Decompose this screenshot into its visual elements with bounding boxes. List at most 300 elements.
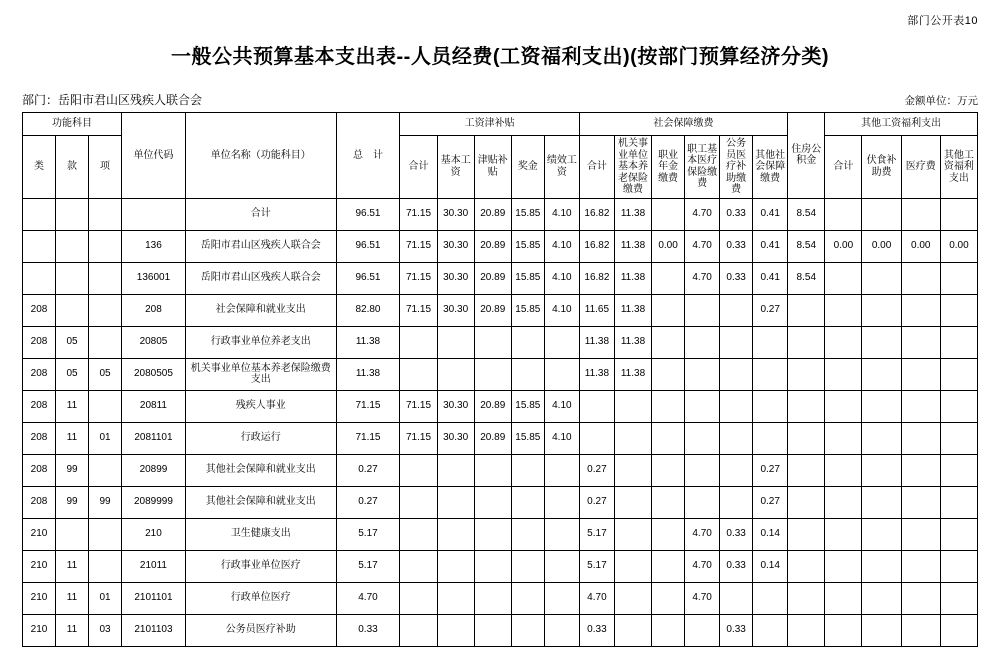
cell-pension bbox=[614, 614, 651, 646]
cell-social-total bbox=[579, 422, 614, 454]
cell-other-social bbox=[753, 582, 788, 614]
cell-welfare-subsidy: 0.00 bbox=[862, 230, 901, 262]
cell-allowance bbox=[474, 518, 511, 550]
cell-total: 71.15 bbox=[336, 390, 400, 422]
cell-other-total bbox=[825, 518, 862, 550]
header-row-1 bbox=[23, 113, 978, 136]
cell-unit-code: 210 bbox=[122, 518, 186, 550]
cell-medical-fee bbox=[901, 614, 940, 646]
cell-other-welfare bbox=[940, 390, 977, 422]
cell-salary-total: 71.15 bbox=[400, 198, 437, 230]
cell-xiang bbox=[89, 550, 122, 582]
cell-social-total: 11.38 bbox=[579, 358, 614, 390]
cell-total: 82.80 bbox=[336, 294, 400, 326]
cell-unit-name: 行政事业单位养老支出 bbox=[185, 326, 336, 358]
cell-medical-fee bbox=[901, 262, 940, 294]
cell-total: 11.38 bbox=[336, 326, 400, 358]
cell-allowance: 20.89 bbox=[474, 198, 511, 230]
header-unit-code: 单位代码 bbox=[122, 113, 186, 199]
cell-bonus bbox=[511, 486, 544, 518]
cell-basic-salary bbox=[437, 518, 474, 550]
cell-salary-total: 71.15 bbox=[400, 262, 437, 294]
cell-bonus: 15.85 bbox=[511, 198, 544, 230]
header-group-other: 其他工资福利支出 bbox=[825, 113, 978, 136]
cell-other-welfare: 0.00 bbox=[940, 230, 977, 262]
cell-kuan bbox=[56, 518, 89, 550]
cell-allowance: 20.89 bbox=[474, 390, 511, 422]
cell-salary-total: 71.15 bbox=[400, 230, 437, 262]
cell-total: 4.70 bbox=[336, 582, 400, 614]
cell-unit-name: 机关事业单位基本养老保险缴费支出 bbox=[185, 358, 336, 390]
cell-bonus: 15.85 bbox=[511, 294, 544, 326]
cell-xiang bbox=[89, 390, 122, 422]
cell-pension: 11.38 bbox=[614, 294, 651, 326]
cell-other-total bbox=[825, 614, 862, 646]
table-row bbox=[23, 294, 978, 326]
cell-other-social: 0.27 bbox=[753, 294, 788, 326]
cell-unit-code: 136 bbox=[122, 230, 186, 262]
cell-total: 0.33 bbox=[336, 614, 400, 646]
cell-performance bbox=[544, 326, 579, 358]
header-other-total: 合计 bbox=[825, 136, 862, 199]
cell-kuan: 11 bbox=[56, 614, 89, 646]
header-civil-medical: 公务员医疗补助缴费 bbox=[720, 136, 753, 199]
cell-other-social: 0.14 bbox=[753, 518, 788, 550]
cell-bonus bbox=[511, 582, 544, 614]
table-row bbox=[23, 518, 978, 550]
cell-welfare-subsidy bbox=[862, 294, 901, 326]
cell-xiang bbox=[89, 294, 122, 326]
cell-performance bbox=[544, 486, 579, 518]
header-medical-basic: 职工基本医疗保险缴费 bbox=[685, 136, 720, 199]
cell-total: 0.27 bbox=[336, 454, 400, 486]
cell-total: 96.51 bbox=[336, 230, 400, 262]
cell-xiang bbox=[89, 518, 122, 550]
cell-cls: 210 bbox=[23, 582, 56, 614]
cell-occupational bbox=[652, 358, 685, 390]
cell-allowance bbox=[474, 614, 511, 646]
header-other-welfare: 其他工资福利支出 bbox=[940, 136, 977, 199]
cell-basic-salary bbox=[437, 486, 474, 518]
table-row bbox=[23, 582, 978, 614]
header-welfare-subsidy: 伏食补助费 bbox=[862, 136, 901, 199]
cell-unit-code bbox=[122, 198, 186, 230]
header-group-social: 社会保障缴费 bbox=[579, 113, 787, 136]
cell-welfare-subsidy bbox=[862, 262, 901, 294]
cell-bonus bbox=[511, 454, 544, 486]
cell-pension: 11.38 bbox=[614, 262, 651, 294]
cell-other-welfare bbox=[940, 614, 977, 646]
cell-xiang bbox=[89, 230, 122, 262]
cell-kuan: 05 bbox=[56, 358, 89, 390]
cell-pension bbox=[614, 582, 651, 614]
cell-medical-fee bbox=[901, 486, 940, 518]
cell-welfare-subsidy bbox=[862, 518, 901, 550]
cell-occupational bbox=[652, 582, 685, 614]
cell-other-social bbox=[753, 422, 788, 454]
cell-social-total: 11.65 bbox=[579, 294, 614, 326]
cell-welfare-subsidy bbox=[862, 454, 901, 486]
cell-social-total: 16.82 bbox=[579, 262, 614, 294]
cell-civil-medical: 0.33 bbox=[720, 518, 753, 550]
cell-other-welfare bbox=[940, 422, 977, 454]
cell-housing bbox=[788, 326, 825, 358]
cell-civil-medical bbox=[720, 294, 753, 326]
cell-basic-salary: 30.30 bbox=[437, 262, 474, 294]
cell-allowance bbox=[474, 486, 511, 518]
header-unit-name: 单位名称（功能科目） bbox=[185, 113, 336, 199]
table-row bbox=[23, 550, 978, 582]
cell-pension bbox=[614, 550, 651, 582]
cell-other-total bbox=[825, 294, 862, 326]
header-bonus: 奖金 bbox=[511, 136, 544, 199]
cell-basic-salary bbox=[437, 550, 474, 582]
cell-unit-name: 岳阳市君山区残疾人联合会 bbox=[185, 262, 336, 294]
department-label: 部门：岳阳市君山区残疾人联合会 bbox=[22, 93, 203, 107]
cell-civil-medical bbox=[720, 390, 753, 422]
cell-salary-total bbox=[400, 550, 437, 582]
cell-salary-total: 71.15 bbox=[400, 390, 437, 422]
cell-medical-basic bbox=[685, 486, 720, 518]
cell-performance bbox=[544, 582, 579, 614]
cell-housing bbox=[788, 358, 825, 390]
cell-pension bbox=[614, 486, 651, 518]
header-group-salary: 工资津补贴 bbox=[400, 113, 579, 136]
header-performance: 绩效工资 bbox=[544, 136, 579, 199]
cell-welfare-subsidy bbox=[862, 550, 901, 582]
cell-unit-name: 其他社会保障和就业支出 bbox=[185, 454, 336, 486]
cell-other-social bbox=[753, 614, 788, 646]
cell-other-welfare bbox=[940, 262, 977, 294]
cell-cls: 208 bbox=[23, 358, 56, 390]
cell-performance: 4.10 bbox=[544, 198, 579, 230]
cell-xiang: 01 bbox=[89, 422, 122, 454]
cell-cls: 208 bbox=[23, 454, 56, 486]
cell-performance bbox=[544, 454, 579, 486]
header-group-housing: 住房公积金 bbox=[788, 113, 825, 199]
cell-pension bbox=[614, 390, 651, 422]
cell-social-total: 11.38 bbox=[579, 326, 614, 358]
cell-other-welfare bbox=[940, 198, 977, 230]
cell-allowance bbox=[474, 326, 511, 358]
cell-unit-code: 2101103 bbox=[122, 614, 186, 646]
cell-basic-salary: 30.30 bbox=[437, 390, 474, 422]
cell-civil-medical: 0.33 bbox=[720, 614, 753, 646]
cell-unit-code: 20899 bbox=[122, 454, 186, 486]
cell-allowance bbox=[474, 582, 511, 614]
cell-xiang: 05 bbox=[89, 358, 122, 390]
cell-other-social: 0.14 bbox=[753, 550, 788, 582]
cell-welfare-subsidy bbox=[862, 390, 901, 422]
cell-unit-name: 行政运行 bbox=[185, 422, 336, 454]
cell-social-total: 5.17 bbox=[579, 518, 614, 550]
cell-housing bbox=[788, 486, 825, 518]
header-occupational: 职业年金缴费 bbox=[652, 136, 685, 199]
cell-medical-basic bbox=[685, 326, 720, 358]
cell-basic-salary bbox=[437, 454, 474, 486]
cell-other-welfare bbox=[940, 518, 977, 550]
cell-pension: 11.38 bbox=[614, 358, 651, 390]
cell-performance: 4.10 bbox=[544, 262, 579, 294]
cell-medical-fee bbox=[901, 358, 940, 390]
cell-other-total bbox=[825, 582, 862, 614]
cell-other-welfare bbox=[940, 454, 977, 486]
cell-civil-medical bbox=[720, 486, 753, 518]
cell-medical-fee bbox=[901, 454, 940, 486]
cell-unit-name: 行政事业单位医疗 bbox=[185, 550, 336, 582]
budget-table bbox=[22, 112, 978, 647]
cell-unit-name: 合计 bbox=[185, 198, 336, 230]
cell-other-welfare bbox=[940, 358, 977, 390]
cell-unit-name: 岳阳市君山区残疾人联合会 bbox=[185, 230, 336, 262]
cell-social-total: 0.27 bbox=[579, 454, 614, 486]
header-xiang: 项 bbox=[89, 136, 122, 199]
cell-unit-code: 208 bbox=[122, 294, 186, 326]
cell-cls: 208 bbox=[23, 486, 56, 518]
cell-housing bbox=[788, 518, 825, 550]
cell-civil-medical bbox=[720, 422, 753, 454]
cell-occupational bbox=[652, 390, 685, 422]
cell-bonus bbox=[511, 358, 544, 390]
cell-salary-total bbox=[400, 358, 437, 390]
cell-basic-salary bbox=[437, 614, 474, 646]
cell-civil-medical bbox=[720, 454, 753, 486]
cell-occupational: 0.00 bbox=[652, 230, 685, 262]
cell-welfare-subsidy bbox=[862, 582, 901, 614]
cell-housing: 8.54 bbox=[788, 198, 825, 230]
cell-civil-medical bbox=[720, 358, 753, 390]
cell-performance: 4.10 bbox=[544, 390, 579, 422]
cell-other-social bbox=[753, 326, 788, 358]
cell-other-welfare bbox=[940, 486, 977, 518]
cell-salary-total bbox=[400, 614, 437, 646]
cell-bonus bbox=[511, 518, 544, 550]
cell-xiang: 99 bbox=[89, 486, 122, 518]
cell-salary-total: 71.15 bbox=[400, 422, 437, 454]
table-row bbox=[23, 390, 978, 422]
cell-kuan bbox=[56, 230, 89, 262]
cell-xiang bbox=[89, 262, 122, 294]
cell-occupational bbox=[652, 198, 685, 230]
cell-performance bbox=[544, 358, 579, 390]
cell-cls: 208 bbox=[23, 390, 56, 422]
cell-other-total bbox=[825, 198, 862, 230]
cell-pension bbox=[614, 422, 651, 454]
cell-bonus: 15.85 bbox=[511, 262, 544, 294]
cell-other-total bbox=[825, 454, 862, 486]
cell-other-total bbox=[825, 326, 862, 358]
cell-social-total: 0.27 bbox=[579, 486, 614, 518]
header-allowance: 津贴补贴 bbox=[474, 136, 511, 199]
cell-total: 5.17 bbox=[336, 550, 400, 582]
cell-medical-basic: 4.70 bbox=[685, 518, 720, 550]
cell-unit-name: 其他社会保障和就业支出 bbox=[185, 486, 336, 518]
cell-pension: 11.38 bbox=[614, 198, 651, 230]
cell-other-social: 0.41 bbox=[753, 198, 788, 230]
cell-social-total: 4.70 bbox=[579, 582, 614, 614]
cell-medical-basic: 4.70 bbox=[685, 198, 720, 230]
cell-housing: 8.54 bbox=[788, 262, 825, 294]
header-social-total: 合计 bbox=[579, 136, 614, 199]
cell-housing bbox=[788, 294, 825, 326]
cell-unit-code: 20811 bbox=[122, 390, 186, 422]
table-row bbox=[23, 422, 978, 454]
cell-xiang bbox=[89, 326, 122, 358]
cell-performance: 4.10 bbox=[544, 230, 579, 262]
cell-housing bbox=[788, 582, 825, 614]
header-salary-total: 合计 bbox=[400, 136, 437, 199]
cell-kuan: 11 bbox=[56, 422, 89, 454]
cell-performance: 4.10 bbox=[544, 422, 579, 454]
cell-civil-medical: 0.33 bbox=[720, 550, 753, 582]
cell-kuan: 11 bbox=[56, 550, 89, 582]
document-code: 部门公开表10 bbox=[907, 15, 978, 27]
cell-civil-medical bbox=[720, 326, 753, 358]
cell-salary-total bbox=[400, 582, 437, 614]
cell-performance bbox=[544, 518, 579, 550]
cell-cls: 208 bbox=[23, 294, 56, 326]
cell-cls: 208 bbox=[23, 326, 56, 358]
table-row bbox=[23, 326, 978, 358]
cell-basic-salary bbox=[437, 358, 474, 390]
cell-pension bbox=[614, 518, 651, 550]
cell-civil-medical: 0.33 bbox=[720, 198, 753, 230]
header-pension: 机关事业单位基本养老保险缴费 bbox=[614, 136, 651, 199]
cell-xiang bbox=[89, 454, 122, 486]
cell-basic-salary: 30.30 bbox=[437, 198, 474, 230]
table-row bbox=[23, 358, 978, 390]
cell-other-social bbox=[753, 358, 788, 390]
cell-total: 71.15 bbox=[336, 422, 400, 454]
cell-medical-basic bbox=[685, 294, 720, 326]
cell-welfare-subsidy bbox=[862, 614, 901, 646]
cell-other-total bbox=[825, 358, 862, 390]
cell-other-social: 0.27 bbox=[753, 454, 788, 486]
cell-basic-salary: 30.30 bbox=[437, 294, 474, 326]
cell-kuan: 99 bbox=[56, 454, 89, 486]
cell-kuan: 05 bbox=[56, 326, 89, 358]
cell-medical-basic: 4.70 bbox=[685, 262, 720, 294]
cell-allowance bbox=[474, 358, 511, 390]
cell-medical-fee bbox=[901, 294, 940, 326]
table-row bbox=[23, 486, 978, 518]
cell-total: 96.51 bbox=[336, 198, 400, 230]
cell-other-total bbox=[825, 262, 862, 294]
cell-other-welfare bbox=[940, 550, 977, 582]
cell-bonus: 15.85 bbox=[511, 422, 544, 454]
cell-housing bbox=[788, 422, 825, 454]
cell-other-welfare bbox=[940, 294, 977, 326]
cell-allowance: 20.89 bbox=[474, 230, 511, 262]
cell-xiang bbox=[89, 198, 122, 230]
cell-performance: 4.10 bbox=[544, 294, 579, 326]
cell-kuan bbox=[56, 294, 89, 326]
cell-unit-name: 社会保障和就业支出 bbox=[185, 294, 336, 326]
cell-allowance bbox=[474, 454, 511, 486]
cell-other-total bbox=[825, 422, 862, 454]
cell-allowance: 20.89 bbox=[474, 262, 511, 294]
cell-occupational bbox=[652, 262, 685, 294]
cell-social-total: 16.82 bbox=[579, 198, 614, 230]
cell-bonus bbox=[511, 550, 544, 582]
cell-medical-fee bbox=[901, 422, 940, 454]
cell-occupational bbox=[652, 454, 685, 486]
cell-cls bbox=[23, 198, 56, 230]
cell-other-total: 0.00 bbox=[825, 230, 862, 262]
table-row bbox=[23, 614, 978, 646]
cell-cls: 210 bbox=[23, 518, 56, 550]
cell-allowance bbox=[474, 550, 511, 582]
cell-medical-fee: 0.00 bbox=[901, 230, 940, 262]
cell-housing: 8.54 bbox=[788, 230, 825, 262]
header-medical-fee: 医疗费 bbox=[901, 136, 940, 199]
cell-medical-fee bbox=[901, 198, 940, 230]
header-cls: 类 bbox=[23, 136, 56, 199]
cell-unit-name: 卫生健康支出 bbox=[185, 518, 336, 550]
cell-total: 96.51 bbox=[336, 262, 400, 294]
cell-housing bbox=[788, 550, 825, 582]
cell-medical-basic bbox=[685, 614, 720, 646]
cell-salary-total: 71.15 bbox=[400, 294, 437, 326]
cell-cls bbox=[23, 230, 56, 262]
cell-housing bbox=[788, 614, 825, 646]
cell-salary-total bbox=[400, 454, 437, 486]
cell-welfare-subsidy bbox=[862, 422, 901, 454]
cell-basic-salary bbox=[437, 582, 474, 614]
cell-unit-code: 136001 bbox=[122, 262, 186, 294]
header-other-social: 其他社会保障缴费 bbox=[753, 136, 788, 199]
cell-unit-code: 21011 bbox=[122, 550, 186, 582]
cell-allowance: 20.89 bbox=[474, 422, 511, 454]
table-row bbox=[23, 230, 978, 262]
cell-kuan bbox=[56, 262, 89, 294]
cell-other-social: 0.27 bbox=[753, 486, 788, 518]
cell-unit-code: 20805 bbox=[122, 326, 186, 358]
cell-cls: 208 bbox=[23, 422, 56, 454]
cell-medical-basic bbox=[685, 454, 720, 486]
cell-basic-salary: 30.30 bbox=[437, 230, 474, 262]
table-body bbox=[23, 198, 978, 646]
cell-cls: 210 bbox=[23, 614, 56, 646]
cell-cls: 210 bbox=[23, 550, 56, 582]
cell-housing bbox=[788, 390, 825, 422]
cell-total: 11.38 bbox=[336, 358, 400, 390]
cell-unit-code: 2101101 bbox=[122, 582, 186, 614]
cell-medical-basic bbox=[685, 358, 720, 390]
cell-kuan: 11 bbox=[56, 390, 89, 422]
cell-total: 0.27 bbox=[336, 486, 400, 518]
cell-salary-total bbox=[400, 326, 437, 358]
cell-welfare-subsidy bbox=[862, 358, 901, 390]
cell-occupational bbox=[652, 486, 685, 518]
cell-unit-code: 2089999 bbox=[122, 486, 186, 518]
cell-civil-medical: 0.33 bbox=[720, 262, 753, 294]
cell-allowance: 20.89 bbox=[474, 294, 511, 326]
header-function-subject: 功能科目 bbox=[23, 113, 122, 136]
cell-civil-medical bbox=[720, 582, 753, 614]
cell-unit-code: 2081101 bbox=[122, 422, 186, 454]
meta-row bbox=[22, 91, 978, 108]
cell-welfare-subsidy bbox=[862, 326, 901, 358]
cell-xiang: 03 bbox=[89, 614, 122, 646]
cell-civil-medical: 0.33 bbox=[720, 230, 753, 262]
cell-medical-basic: 4.70 bbox=[685, 230, 720, 262]
cell-other-welfare bbox=[940, 582, 977, 614]
cell-bonus bbox=[511, 614, 544, 646]
cell-occupational bbox=[652, 614, 685, 646]
table-row bbox=[23, 198, 978, 230]
cell-kuan: 99 bbox=[56, 486, 89, 518]
